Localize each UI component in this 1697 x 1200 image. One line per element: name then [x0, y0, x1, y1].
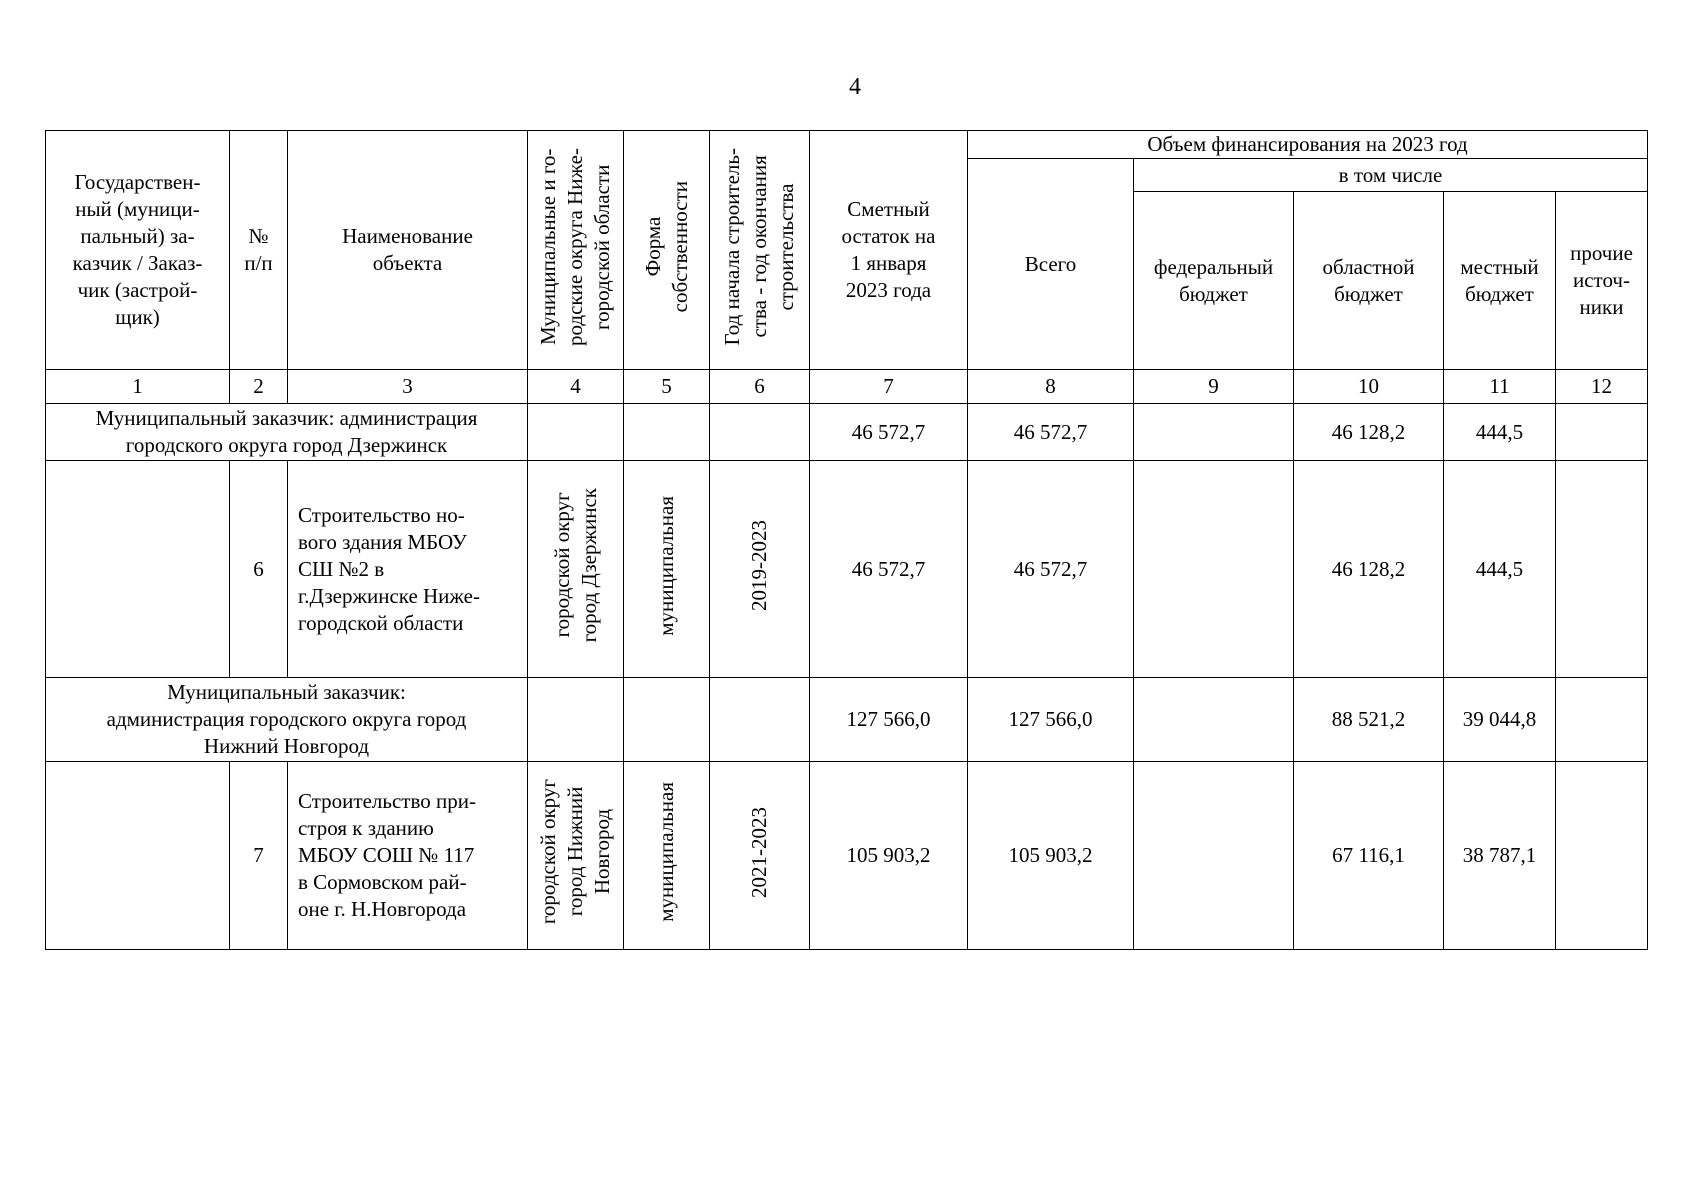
regional-value: 67 116,1: [1294, 762, 1444, 950]
customer-name: Муниципальный заказчик: администрация городского округа город Дзержинск: [46, 404, 528, 461]
column-number: 2: [230, 370, 288, 404]
object-municipality: [528, 461, 624, 678]
customer-name: Муниципальный заказчик: администрация городского округа город Нижний Новгород: [46, 678, 528, 762]
object-ownership: [624, 762, 710, 950]
total-value: 105 903,2: [968, 762, 1134, 950]
column-number: 10: [1294, 370, 1444, 404]
header-object-name: Наименование объекта: [288, 131, 528, 370]
federal-value: [1134, 461, 1294, 678]
object-row: [46, 461, 1648, 678]
empty-cell: [624, 404, 710, 461]
empty-cell: [710, 678, 810, 762]
column-numbers-row: [46, 370, 1648, 404]
object-name: Строительство но- вого здания МБОУ СШ №2 в г.Дзержинске Ниже- городской области: [288, 461, 528, 678]
federal-value: [1134, 678, 1294, 762]
header-local: местный бюджет: [1444, 192, 1556, 370]
header-other: прочие источ- ники: [1556, 192, 1648, 370]
header-estimate: Сметный остаток на 1 января 2023 года: [810, 131, 968, 370]
header-years: [710, 131, 810, 370]
object-ownership-text: муниципальная: [654, 782, 678, 922]
object-years-text: 2021-2023: [747, 806, 771, 898]
local-value: 39 044,8: [1444, 678, 1556, 762]
column-number: 4: [528, 370, 624, 404]
empty-cell: [528, 678, 624, 762]
investment-table: [45, 130, 1648, 950]
empty-cell: [710, 404, 810, 461]
estimate-value: 105 903,2: [810, 762, 968, 950]
local-value: 444,5: [1444, 461, 1556, 678]
object-municipality-text: городской округ город Нижний Новгород: [536, 779, 614, 925]
object-years: [710, 461, 810, 678]
federal-value: [1134, 762, 1294, 950]
total-value: 46 572,7: [968, 404, 1134, 461]
other-value: [1556, 678, 1648, 762]
object-name: Строительство при- строя к зданию МБОУ СОШ № 117 в Сормовском рай- оне г. Н.Новгорода: [288, 762, 528, 950]
header-regional: областной бюджет: [1294, 192, 1444, 370]
empty-cell: [624, 678, 710, 762]
object-municipality: [528, 762, 624, 950]
federal-value: [1134, 404, 1294, 461]
header-total: Всего: [968, 159, 1134, 370]
estimate-value: 46 572,7: [810, 461, 968, 678]
regional-value: 46 128,2: [1294, 461, 1444, 678]
header-ownership: [624, 131, 710, 370]
other-value: [1556, 404, 1648, 461]
regional-value: 46 128,2: [1294, 404, 1444, 461]
header-years-text: Год начала строитель- ства - год окончания строительства: [720, 147, 798, 346]
header-customer: Государствен- ный (муници- пальный) за- казчик / Заказ- чик (застрой- щик): [46, 131, 230, 370]
object-years-text: 2019-2023: [747, 520, 771, 611]
empty-cell: [46, 461, 230, 678]
page-number: 4: [849, 74, 861, 100]
column-number: 1: [46, 370, 230, 404]
header-federal: федеральный бюджет: [1134, 192, 1294, 370]
estimate-value: 127 566,0: [810, 678, 968, 762]
empty-cell: [46, 762, 230, 950]
customer-row: [46, 678, 1648, 762]
object-municipality-text: городской округ город Дзержинск: [549, 488, 601, 643]
header-municipality-text: Муниципальные и го- родские округа Ниже- городской области: [536, 147, 614, 346]
object-row: [46, 762, 1648, 950]
total-value: 46 572,7: [968, 461, 1134, 678]
column-number: 12: [1556, 370, 1648, 404]
header-including: в том числе: [1134, 159, 1648, 192]
other-value: [1556, 762, 1648, 950]
regional-value: 88 521,2: [1294, 678, 1444, 762]
object-ownership: [624, 461, 710, 678]
object-ownership-text: муниципальная: [654, 495, 678, 636]
estimate-value: 46 572,7: [810, 404, 968, 461]
empty-cell: [528, 404, 624, 461]
local-value: 444,5: [1444, 404, 1556, 461]
total-value: 127 566,0: [968, 678, 1134, 762]
header-ownership-text: Форма собственности: [640, 180, 692, 313]
column-number: 8: [968, 370, 1134, 404]
customer-row: [46, 404, 1648, 461]
object-years: [710, 762, 810, 950]
column-number: 3: [288, 370, 528, 404]
object-number: 6: [230, 461, 288, 678]
column-number: 6: [710, 370, 810, 404]
other-value: [1556, 461, 1648, 678]
header-funding-title: Объем финансирования на 2023 год: [968, 131, 1648, 159]
object-number: 7: [230, 762, 288, 950]
header-municipality: [528, 131, 624, 370]
local-value: 38 787,1: [1444, 762, 1556, 950]
column-number: 9: [1134, 370, 1294, 404]
header-number: № п/п: [230, 131, 288, 370]
column-number: 11: [1444, 370, 1556, 404]
column-number: 7: [810, 370, 968, 404]
column-number: 5: [624, 370, 710, 404]
